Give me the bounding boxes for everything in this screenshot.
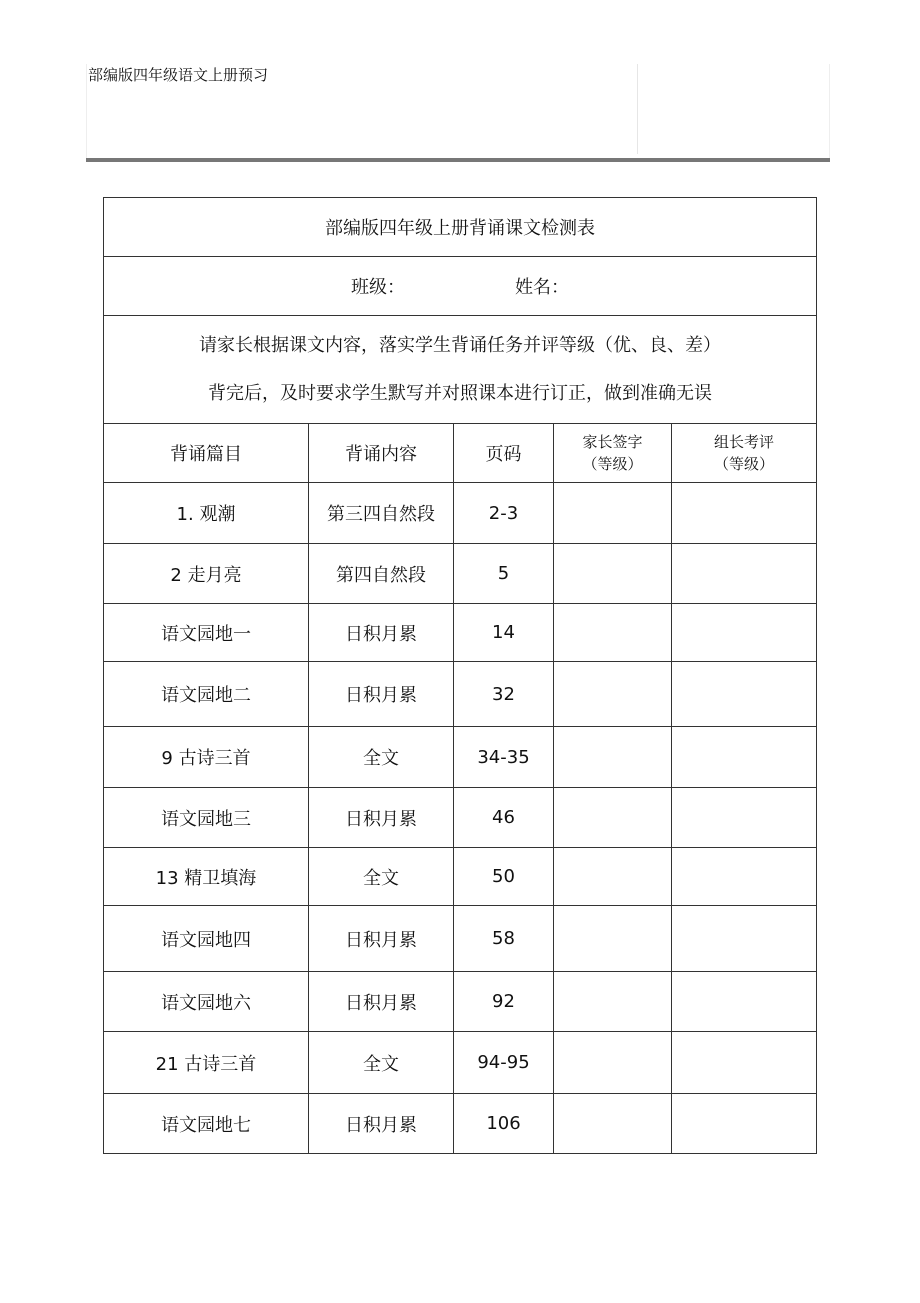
divider: [637, 64, 638, 154]
column-header-line: 家长签字: [582, 433, 643, 451]
blank-grade-cell: [554, 544, 672, 604]
table-cell: 日积月累: [309, 604, 454, 662]
table-row: [104, 662, 817, 727]
column-header: 背诵内容: [309, 424, 454, 483]
table-row: [104, 906, 817, 972]
divider: [86, 64, 87, 158]
blank-grade-cell: [554, 604, 672, 662]
table-cell: 5: [454, 544, 554, 604]
table-cell: 全文: [309, 1032, 454, 1094]
column-header: [554, 424, 672, 483]
table-row: [104, 604, 817, 662]
blank-grade-cell: [554, 662, 672, 727]
blank-grade-cell: [672, 906, 817, 972]
table-row: [104, 972, 817, 1032]
table-cell: 语文园地七: [104, 1094, 309, 1154]
blank-grade-cell: [672, 544, 817, 604]
table-cell: 1. 观潮: [104, 483, 309, 544]
table-cell: 语文园地六: [104, 972, 309, 1032]
blank-grade-cell: [672, 604, 817, 662]
blank-grade-cell: [672, 1094, 817, 1154]
table-cell: 日积月累: [309, 906, 454, 972]
table-cell: 第四自然段: [309, 544, 454, 604]
table-cell: 14: [454, 604, 554, 662]
recitation-table: [103, 197, 817, 1154]
table-cell: 94-95: [454, 1032, 554, 1094]
table-cell: 13 精卫填海: [104, 848, 309, 906]
table-row: [104, 544, 817, 604]
table-row: [104, 788, 817, 848]
instruction-line: 背完后，及时要求学生默写并对照课本进行订正，做到准确无误: [208, 382, 713, 404]
table-cell: 语文园地二: [104, 662, 309, 727]
blank-grade-cell: [554, 727, 672, 788]
table-row: [104, 1032, 817, 1094]
table-cell: 第三四自然段: [309, 483, 454, 544]
table-cell: 92: [454, 972, 554, 1032]
blank-grade-cell: [554, 483, 672, 544]
blank-grade-cell: [554, 972, 672, 1032]
table-cell: 50: [454, 848, 554, 906]
column-header-line: （等级）: [714, 455, 775, 473]
name-label: 姓名：: [515, 277, 570, 298]
table-title: 部编版四年级上册背诵课文检测表: [104, 198, 817, 257]
blank-grade-cell: [672, 1032, 817, 1094]
table-cell: 语文园地四: [104, 906, 309, 972]
instruction-line: 请家长根据课文内容，落实学生背诵任务并评等级（优、良、差）: [199, 334, 722, 356]
table-cell: 日积月累: [309, 662, 454, 727]
table-cell: 语文园地三: [104, 788, 309, 848]
header-title: 部编版四年级语文上册预习: [88, 66, 269, 84]
column-header: 页码: [454, 424, 554, 483]
table-cell: 日积月累: [309, 1094, 454, 1154]
blank-grade-cell: [672, 788, 817, 848]
blank-grade-cell: [672, 972, 817, 1032]
table-cell: 32: [454, 662, 554, 727]
column-header-line: 组长考评: [714, 433, 775, 451]
table-cell: 语文园地一: [104, 604, 309, 662]
table-cell: 2-3: [454, 483, 554, 544]
table-row: [104, 727, 817, 788]
table-cell: 日积月累: [309, 972, 454, 1032]
table-cell: 2 走月亮: [104, 544, 309, 604]
column-header-line: （等级）: [582, 455, 643, 473]
table-cell: 58: [454, 906, 554, 972]
blank-grade-cell: [554, 1094, 672, 1154]
blank-grade-cell: [554, 788, 672, 848]
header-rule: [86, 158, 830, 162]
table-cell: 日积月累: [309, 788, 454, 848]
table-row: [104, 1094, 817, 1154]
blank-grade-cell: [672, 727, 817, 788]
instructions: [104, 316, 817, 424]
column-header: 背诵篇目: [104, 424, 309, 483]
table-cell: 全文: [309, 848, 454, 906]
table-row: [104, 848, 817, 906]
blank-grade-cell: [554, 848, 672, 906]
column-header: [672, 424, 817, 483]
class-name-row: [104, 257, 817, 316]
table-cell: 46: [454, 788, 554, 848]
table-cell: 21 古诗三首: [104, 1032, 309, 1094]
blank-grade-cell: [672, 483, 817, 544]
table-cell: 34-35: [454, 727, 554, 788]
blank-grade-cell: [554, 1032, 672, 1094]
blank-grade-cell: [672, 662, 817, 727]
blank-grade-cell: [554, 906, 672, 972]
table-cell: 9 古诗三首: [104, 727, 309, 788]
blank-grade-cell: [672, 848, 817, 906]
table-cell: 全文: [309, 727, 454, 788]
divider: [829, 64, 830, 158]
class-label: 班级：: [351, 277, 406, 298]
table-row: [104, 483, 817, 544]
table-cell: 106: [454, 1094, 554, 1154]
